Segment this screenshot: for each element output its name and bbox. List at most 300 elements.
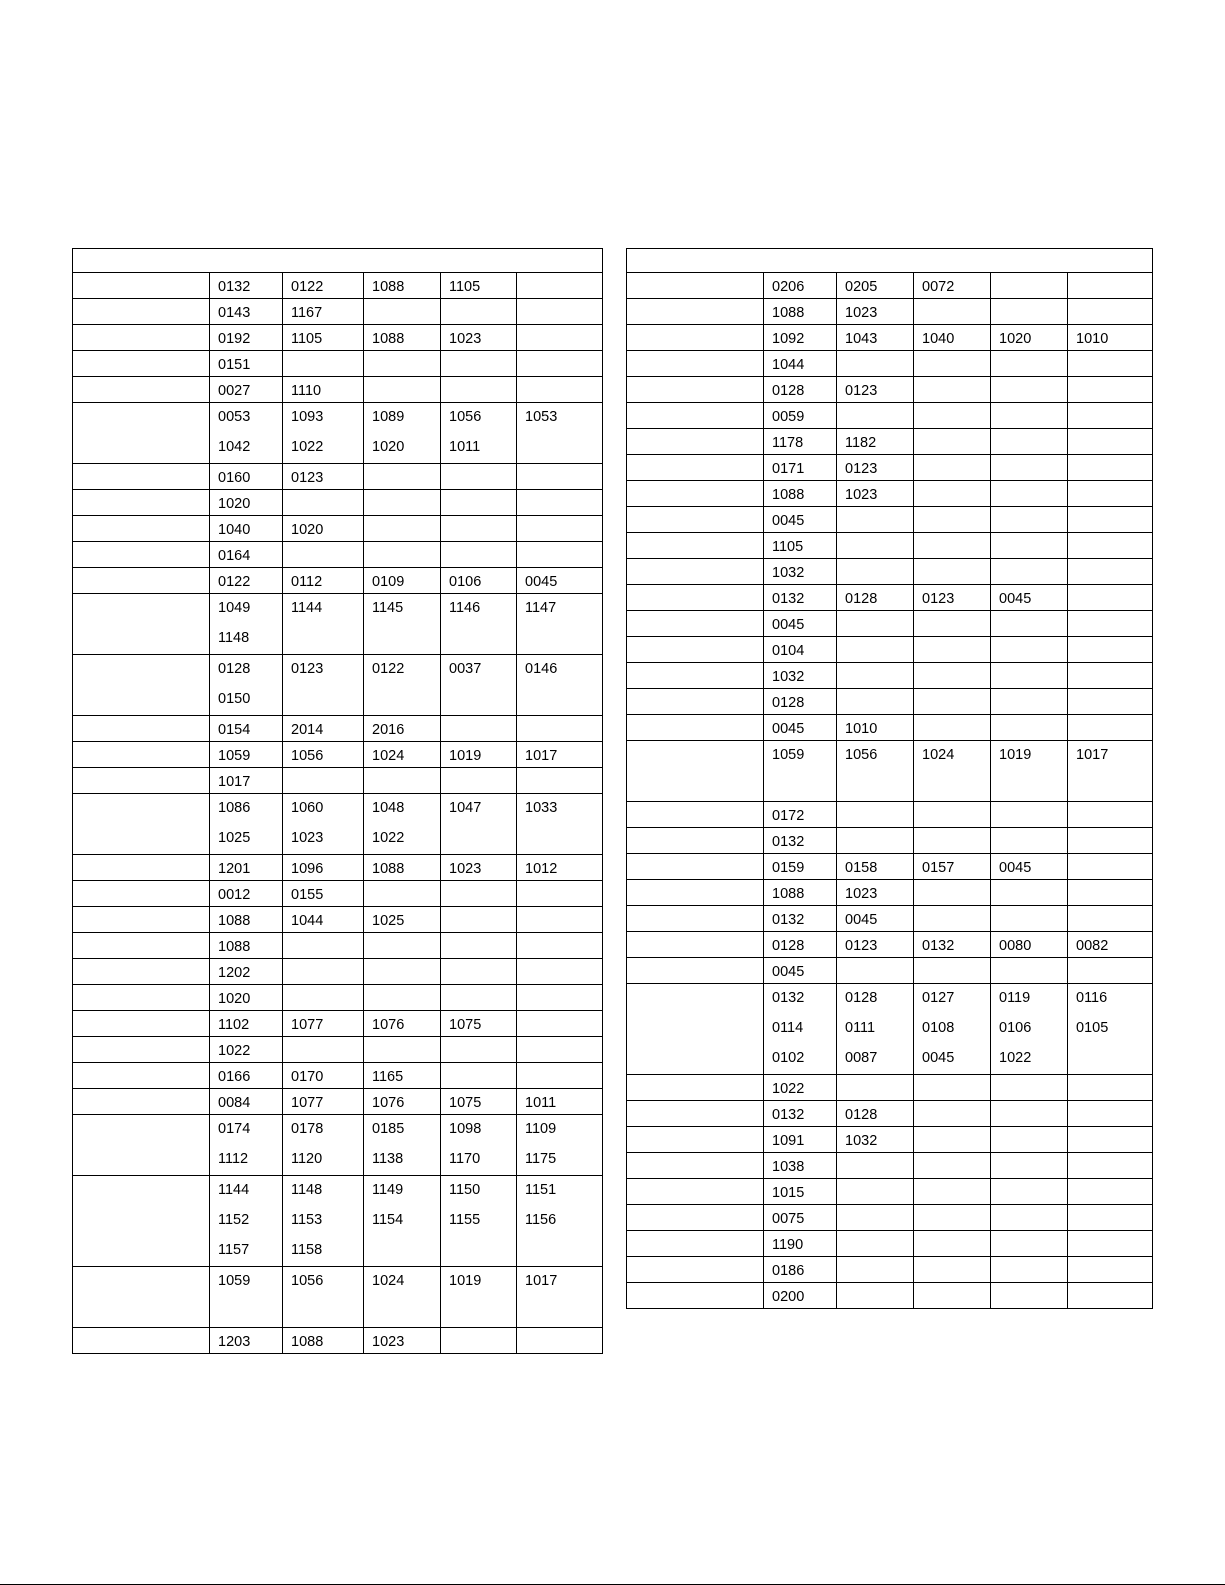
code-cell xyxy=(283,568,364,594)
code-value: 1147 xyxy=(525,600,557,616)
code-cell xyxy=(764,1179,837,1205)
code-cell xyxy=(210,1267,283,1328)
code-cell xyxy=(764,984,837,1075)
code-cell xyxy=(441,933,517,959)
code-value xyxy=(845,1257,913,1282)
code-cell xyxy=(441,959,517,985)
code-value xyxy=(772,771,836,801)
row-label-cell xyxy=(73,464,210,490)
code-value xyxy=(845,351,913,376)
code-value xyxy=(1076,1044,1152,1074)
code-cell xyxy=(1068,802,1153,828)
code-value xyxy=(525,516,602,541)
code-value xyxy=(1076,559,1152,584)
code-cell xyxy=(517,516,603,542)
code-cell xyxy=(1068,854,1153,880)
code-value xyxy=(449,1328,516,1353)
code-cell xyxy=(1068,429,1153,455)
row-label-cell xyxy=(627,533,764,559)
code-value: 0123 xyxy=(845,461,878,477)
row-label-cell xyxy=(73,403,210,464)
code-cell xyxy=(210,855,283,881)
code-value: 1088 xyxy=(372,861,405,877)
table-row xyxy=(627,611,1153,637)
code-cell xyxy=(364,794,441,855)
code-value: 1086 xyxy=(218,800,251,816)
code-cell xyxy=(210,299,283,325)
code-cell xyxy=(764,880,837,906)
code-value: 1105 xyxy=(772,539,804,555)
code-value xyxy=(1076,880,1152,905)
code-cell xyxy=(1068,1179,1153,1205)
code-cell xyxy=(210,1011,283,1037)
code-value: 0123 xyxy=(291,470,324,486)
code-value: 0072 xyxy=(922,279,955,295)
code-value: 0132 xyxy=(218,279,251,295)
code-value: 1075 xyxy=(449,1017,482,1033)
code-value: 0128 xyxy=(845,990,878,1006)
code-cell xyxy=(517,594,603,655)
code-value xyxy=(1076,771,1152,801)
code-value: 1165 xyxy=(372,1069,404,1085)
code-cell xyxy=(764,325,837,351)
code-cell xyxy=(991,1257,1068,1283)
code-value: 0109 xyxy=(372,574,405,590)
code-cell xyxy=(364,1037,441,1063)
code-value xyxy=(449,377,516,402)
code-value xyxy=(999,828,1067,853)
code-cell xyxy=(283,1267,364,1328)
code-cell xyxy=(517,351,603,377)
row-label-cell xyxy=(627,585,764,611)
code-value: 1010 xyxy=(1076,331,1109,347)
code-value xyxy=(999,1075,1067,1100)
code-value: 0037 xyxy=(449,661,482,677)
code-cell xyxy=(364,273,441,299)
code-value: 0123 xyxy=(845,938,878,954)
code-cell xyxy=(837,828,914,854)
code-cell xyxy=(210,490,283,516)
code-cell xyxy=(837,377,914,403)
table-row xyxy=(73,655,603,716)
code-value: 0080 xyxy=(999,938,1032,954)
code-cell xyxy=(283,1115,364,1176)
code-cell xyxy=(517,403,603,464)
table-row xyxy=(627,455,1153,481)
table-row xyxy=(73,985,603,1011)
code-cell xyxy=(364,742,441,768)
row-label-cell xyxy=(627,741,764,802)
code-value xyxy=(372,881,440,906)
code-cell xyxy=(441,716,517,742)
code-cell xyxy=(914,1231,991,1257)
code-cell xyxy=(1068,663,1153,689)
row-label-cell xyxy=(73,855,210,881)
code-cell xyxy=(517,1037,603,1063)
code-value: 0127 xyxy=(922,990,955,1006)
code-cell xyxy=(991,984,1068,1075)
code-cell xyxy=(837,741,914,802)
row-label-cell xyxy=(627,273,764,299)
code-value xyxy=(1076,377,1152,402)
code-value xyxy=(845,1179,913,1204)
code-cell xyxy=(441,464,517,490)
row-label-cell xyxy=(627,1153,764,1179)
code-cell xyxy=(914,958,991,984)
row-label-cell xyxy=(73,490,210,516)
code-value xyxy=(372,490,440,515)
code-cell xyxy=(991,637,1068,663)
table-row xyxy=(73,794,603,855)
code-cell xyxy=(991,715,1068,741)
code-cell xyxy=(364,403,441,464)
code-value: 1023 xyxy=(845,487,878,503)
code-cell xyxy=(991,299,1068,325)
code-value: 0170 xyxy=(291,1069,324,1085)
table-header xyxy=(73,249,603,273)
code-value: 1153 xyxy=(291,1212,323,1228)
code-value xyxy=(1076,533,1152,558)
code-cell xyxy=(210,985,283,1011)
code-value: 1025 xyxy=(218,830,251,846)
code-cell xyxy=(837,481,914,507)
table-row xyxy=(73,959,603,985)
code-value xyxy=(372,351,440,376)
code-cell xyxy=(364,325,441,351)
code-cell xyxy=(441,403,517,464)
code-value xyxy=(999,637,1067,662)
code-cell xyxy=(991,932,1068,958)
code-cell xyxy=(914,1257,991,1283)
code-cell xyxy=(517,655,603,716)
code-value xyxy=(291,1297,363,1327)
code-value: 1154 xyxy=(372,1212,404,1228)
table-row xyxy=(73,1011,603,1037)
table-row xyxy=(73,1063,603,1089)
code-cell xyxy=(764,299,837,325)
code-value xyxy=(449,299,516,324)
code-cell xyxy=(283,1089,364,1115)
code-value: 0027 xyxy=(218,383,251,399)
code-value: 1056 xyxy=(291,1273,324,1289)
table-row xyxy=(627,828,1153,854)
table-row xyxy=(627,1179,1153,1205)
code-value xyxy=(449,542,516,567)
code-cell xyxy=(764,637,837,663)
code-cell xyxy=(914,637,991,663)
code-cell xyxy=(210,959,283,985)
code-value: 0104 xyxy=(772,643,805,659)
code-value: 0132 xyxy=(772,591,805,607)
code-cell xyxy=(914,325,991,351)
code-cell xyxy=(837,351,914,377)
code-value xyxy=(1076,299,1152,324)
code-cell xyxy=(764,689,837,715)
code-value xyxy=(372,377,440,402)
code-cell xyxy=(441,594,517,655)
code-cell xyxy=(1068,932,1153,958)
code-value: 0178 xyxy=(291,1121,324,1137)
table-row xyxy=(627,906,1153,932)
code-value xyxy=(291,985,363,1010)
code-cell xyxy=(914,663,991,689)
code-cell xyxy=(441,299,517,325)
code-value: 1017 xyxy=(525,1273,558,1289)
code-cell xyxy=(517,299,603,325)
code-value: 1022 xyxy=(218,1043,251,1059)
code-value: 1088 xyxy=(772,487,805,503)
row-label-cell xyxy=(73,655,210,716)
code-cell xyxy=(1068,906,1153,932)
row-label-cell xyxy=(73,1115,210,1176)
code-cell xyxy=(914,932,991,958)
code-value xyxy=(845,559,913,584)
code-cell xyxy=(914,429,991,455)
code-cell xyxy=(517,933,603,959)
code-cell xyxy=(210,1328,283,1354)
code-cell xyxy=(441,1011,517,1037)
code-value: 1011 xyxy=(449,439,481,455)
code-cell xyxy=(991,1101,1068,1127)
code-cell xyxy=(837,533,914,559)
code-cell xyxy=(364,1063,441,1089)
code-value xyxy=(922,429,990,454)
code-cell xyxy=(1068,481,1153,507)
code-cell xyxy=(210,273,283,299)
table-row xyxy=(627,958,1153,984)
code-cell xyxy=(914,854,991,880)
code-value xyxy=(449,907,516,932)
row-label-cell xyxy=(73,1176,210,1267)
code-value xyxy=(525,959,602,984)
code-value xyxy=(922,958,990,983)
row-label-cell xyxy=(73,542,210,568)
code-value: 0146 xyxy=(525,661,558,677)
code-value xyxy=(922,637,990,662)
code-value xyxy=(1076,663,1152,688)
code-value xyxy=(845,611,913,636)
code-cell xyxy=(283,377,364,403)
code-cell xyxy=(991,1127,1068,1153)
code-value: 0166 xyxy=(218,1069,251,1085)
code-cell xyxy=(991,455,1068,481)
code-cell xyxy=(837,1231,914,1257)
code-cell xyxy=(441,907,517,933)
row-label-cell xyxy=(73,985,210,1011)
table-row xyxy=(627,1205,1153,1231)
code-cell xyxy=(441,516,517,542)
row-label-cell xyxy=(627,880,764,906)
code-value xyxy=(1076,689,1152,714)
code-value xyxy=(525,1297,602,1327)
code-value xyxy=(449,490,516,515)
code-value: 0045 xyxy=(772,513,805,529)
code-value: 1088 xyxy=(772,305,805,321)
code-cell xyxy=(364,1267,441,1328)
code-value: 0105 xyxy=(1076,1020,1109,1036)
code-value xyxy=(1076,854,1152,879)
code-cell xyxy=(517,377,603,403)
code-cell xyxy=(991,1075,1068,1101)
table-row xyxy=(73,1176,603,1267)
code-value xyxy=(999,715,1067,740)
code-value: 1098 xyxy=(449,1121,482,1137)
code-value: 0122 xyxy=(372,661,405,677)
row-label-cell xyxy=(627,1257,764,1283)
code-cell xyxy=(837,880,914,906)
code-cell xyxy=(210,377,283,403)
table-row xyxy=(627,932,1153,958)
code-value: 1060 xyxy=(291,800,324,816)
code-value xyxy=(845,958,913,983)
table-row xyxy=(627,481,1153,507)
row-label-cell xyxy=(73,273,210,299)
code-cell xyxy=(837,611,914,637)
table-row xyxy=(627,351,1153,377)
code-value: 1088 xyxy=(218,913,251,929)
code-value xyxy=(449,959,516,984)
row-label-cell xyxy=(627,299,764,325)
code-cell xyxy=(364,1328,441,1354)
code-cell xyxy=(991,1153,1068,1179)
code-cell xyxy=(837,906,914,932)
code-value xyxy=(922,481,990,506)
code-value xyxy=(922,828,990,853)
code-cell xyxy=(517,1115,603,1176)
code-value: 0106 xyxy=(449,574,482,590)
code-cell xyxy=(837,1257,914,1283)
code-value xyxy=(1076,1283,1152,1308)
code-value xyxy=(845,1075,913,1100)
code-value: 0045 xyxy=(999,591,1032,607)
code-value: 1088 xyxy=(772,886,805,902)
code-value: 1091 xyxy=(772,1133,805,1149)
code-value xyxy=(372,768,440,793)
code-cell xyxy=(914,880,991,906)
table-row xyxy=(73,403,603,464)
code-value xyxy=(922,377,990,402)
code-cell xyxy=(991,559,1068,585)
table-row xyxy=(73,742,603,768)
table-row xyxy=(73,933,603,959)
code-cell xyxy=(914,1205,991,1231)
row-label-cell xyxy=(73,881,210,907)
code-cell xyxy=(914,403,991,429)
code-value: 0012 xyxy=(218,887,251,903)
code-cell xyxy=(837,715,914,741)
code-value: 0192 xyxy=(218,331,251,347)
code-value: 1144 xyxy=(291,600,323,616)
code-cell xyxy=(364,985,441,1011)
code-value: 1167 xyxy=(291,305,323,321)
table-row xyxy=(627,533,1153,559)
code-value xyxy=(525,1037,602,1062)
code-value xyxy=(999,1101,1067,1126)
code-cell xyxy=(441,273,517,299)
code-cell xyxy=(517,985,603,1011)
code-cell xyxy=(764,481,837,507)
code-value: 1022 xyxy=(999,1050,1032,1066)
code-value: 0171 xyxy=(772,461,805,477)
code-cell xyxy=(517,464,603,490)
table-row xyxy=(627,559,1153,585)
code-cell xyxy=(517,1089,603,1115)
code-cell xyxy=(441,655,517,716)
code-value xyxy=(1076,828,1152,853)
code-value xyxy=(922,1257,990,1282)
code-value xyxy=(525,299,602,324)
code-cell xyxy=(991,585,1068,611)
code-value: 1088 xyxy=(372,331,405,347)
code-value: 1044 xyxy=(772,357,805,373)
code-cell xyxy=(210,1115,283,1176)
code-cell xyxy=(283,594,364,655)
code-value: 1076 xyxy=(372,1095,405,1111)
code-table-right xyxy=(626,248,1153,1309)
code-value xyxy=(1076,455,1152,480)
code-cell xyxy=(210,1037,283,1063)
row-label-cell xyxy=(627,958,764,984)
code-value xyxy=(449,685,516,715)
code-cell xyxy=(991,273,1068,299)
code-value: 1020 xyxy=(218,991,251,1007)
code-value xyxy=(1076,637,1152,662)
code-value: 0174 xyxy=(218,1121,251,1137)
code-value xyxy=(525,1236,602,1266)
row-label-cell xyxy=(627,854,764,880)
code-value xyxy=(922,880,990,905)
code-cell xyxy=(1068,611,1153,637)
code-cell xyxy=(364,933,441,959)
code-cell xyxy=(1068,1101,1153,1127)
table-row xyxy=(627,802,1153,828)
code-cell xyxy=(283,742,364,768)
code-value: 0122 xyxy=(218,574,251,590)
code-value: 1112 xyxy=(218,1151,249,1167)
code-cell xyxy=(914,377,991,403)
code-value xyxy=(999,429,1067,454)
code-cell xyxy=(441,568,517,594)
table-row xyxy=(627,637,1153,663)
table-row xyxy=(627,1127,1153,1153)
code-value: 0200 xyxy=(772,1289,805,1305)
code-cell xyxy=(283,959,364,985)
code-cell xyxy=(441,1063,517,1089)
code-cell xyxy=(1068,1283,1153,1309)
table-row xyxy=(73,273,603,299)
code-value xyxy=(372,624,440,654)
code-cell xyxy=(837,663,914,689)
code-value: 1148 xyxy=(291,1182,323,1198)
code-cell xyxy=(991,403,1068,429)
code-value: 1203 xyxy=(218,1334,251,1350)
code-cell xyxy=(1068,299,1153,325)
code-value: 0123 xyxy=(845,383,878,399)
code-value xyxy=(845,507,913,532)
code-cell xyxy=(1068,1205,1153,1231)
code-value: 1024 xyxy=(372,748,405,764)
code-value xyxy=(999,533,1067,558)
table-row xyxy=(73,1267,603,1328)
code-cell xyxy=(991,351,1068,377)
code-value: 0119 xyxy=(999,990,1031,1006)
table-row xyxy=(73,1328,603,1354)
code-cell xyxy=(364,716,441,742)
code-value xyxy=(999,1231,1067,1256)
code-value: 1044 xyxy=(291,913,324,929)
code-cell xyxy=(364,516,441,542)
code-value: 1010 xyxy=(845,721,878,737)
